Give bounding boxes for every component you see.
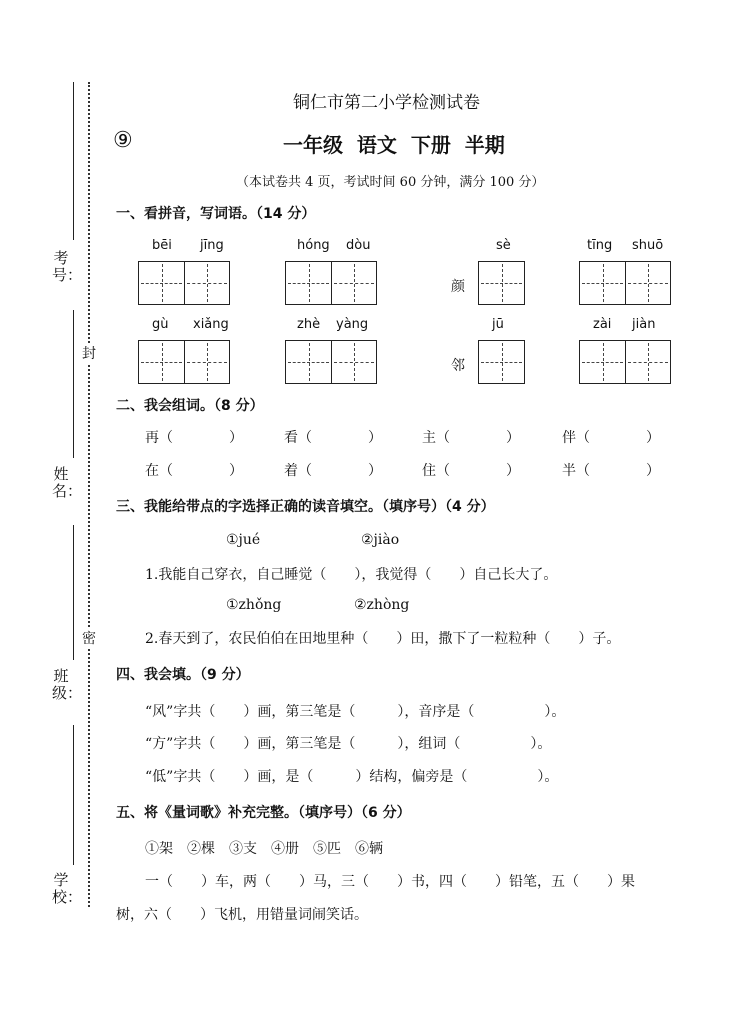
pinyin: yàng (336, 317, 369, 332)
pinyin: dòu (346, 238, 371, 253)
section-4-title: 四、我会填。（9 分） (116, 667, 250, 683)
fill-line-xingming (73, 310, 74, 458)
question-1[interactable]: 1.我能自己穿衣，自己睡觉（ ），我觉得（ ）自己长大了。 (145, 567, 558, 583)
fill-line-banji (73, 525, 74, 660)
word-item[interactable]: 再（ ） (145, 430, 243, 446)
dotted-binding-line (88, 82, 90, 907)
question-2[interactable]: 2.春天到了，农民伯伯在田地里种（ ）田，撒下了一粒粒种（ ）子。 (145, 631, 621, 647)
seal-feng: 封 (80, 343, 98, 363)
writing-grid[interactable] (478, 340, 525, 384)
pinyin: jiàn (632, 317, 656, 332)
classifier-options: ①架 ②棵 ③支 ④册 ⑤匹 ⑥辆 (145, 841, 383, 857)
pinyin: tīng (587, 238, 613, 253)
writing-grid[interactable] (579, 261, 671, 305)
pinyin: sè (496, 238, 511, 253)
pinyin: zài (593, 317, 612, 332)
label-kaohao: 考号： (52, 249, 83, 284)
pinyin: bēi (152, 238, 172, 253)
pinyin: jū (492, 317, 504, 332)
section-2-title: 二、我会组词。（8 分） (116, 398, 264, 414)
section-5-title: 五、将《量词歌》补充完整。（填序号）（6 分） (116, 805, 411, 821)
pinyin-option: ①jué (226, 532, 261, 548)
label-xuexiao: 学校： (52, 871, 83, 906)
fill-line-xuexiao (73, 725, 74, 865)
word-item[interactable]: 伴（ ） (562, 430, 660, 446)
word-item[interactable]: 住（ ） (422, 463, 520, 479)
pinyin: hóng (297, 238, 330, 253)
pinyin-option: ①zhǒng (226, 597, 282, 613)
label-xingming: 姓名： (52, 465, 83, 500)
pinyin-option: ②jiào (361, 532, 400, 548)
poem-line-1[interactable]: 一（ ）车，两（ ）马，三（ ）书，四（ ）铅笔，五（ ）果 (145, 874, 635, 890)
poem-line-2[interactable]: 树，六（ ）飞机，用错量词闹笑话。 (116, 907, 368, 923)
word-item[interactable]: 主（ ） (422, 430, 520, 446)
writing-grid[interactable] (138, 340, 230, 384)
given-character: 颜 (451, 279, 465, 295)
school-title: 铜仁市第二小学检测试卷 (293, 93, 480, 113)
writing-grid[interactable] (478, 261, 525, 305)
writing-grid[interactable] (285, 261, 377, 305)
writing-grid[interactable] (138, 261, 230, 305)
writing-grid[interactable] (579, 340, 671, 384)
main-title: 一年级 语文 下册 半期 (283, 133, 505, 157)
word-item[interactable]: 在（ ） (145, 463, 243, 479)
pinyin: shuō (632, 238, 664, 253)
word-item[interactable]: 半（ ） (562, 463, 660, 479)
subtitle: （本试卷共 4 页，考试时间 60 分钟，满分 100 分） (236, 175, 545, 190)
paper-number: ⑨ (113, 128, 133, 153)
fill-line[interactable]: “风”字共（ ）画，第三笔是（ ），音序是（ ）。 (145, 704, 566, 720)
word-item[interactable]: 着（ ） (284, 463, 382, 479)
label-banji: 班级： (52, 667, 83, 702)
fill-line-kaohao (73, 82, 74, 240)
given-character: 邻 (451, 358, 465, 374)
section-3-title: 三、我能给带点的字选择正确的读音填空。（填序号）（4 分） (116, 499, 495, 515)
pinyin: xiǎng (193, 317, 229, 332)
pinyin: gù (152, 317, 169, 332)
pinyin: zhè (297, 317, 321, 332)
pinyin-option: ②zhòng (354, 597, 410, 613)
word-item[interactable]: 看（ ） (284, 430, 382, 446)
section-1-title: 一、看拼音，写词语。（14 分） (116, 206, 316, 222)
fill-line[interactable]: “低”字共（ ）画，是（ ）结构，偏旁是（ ）。 (145, 769, 559, 785)
writing-grid[interactable] (285, 340, 377, 384)
seal-mi: 密 (80, 628, 98, 648)
fill-line[interactable]: “方”字共（ ）画，第三笔是（ ），组词（ ）。 (145, 736, 552, 752)
pinyin: jīng (200, 238, 224, 253)
